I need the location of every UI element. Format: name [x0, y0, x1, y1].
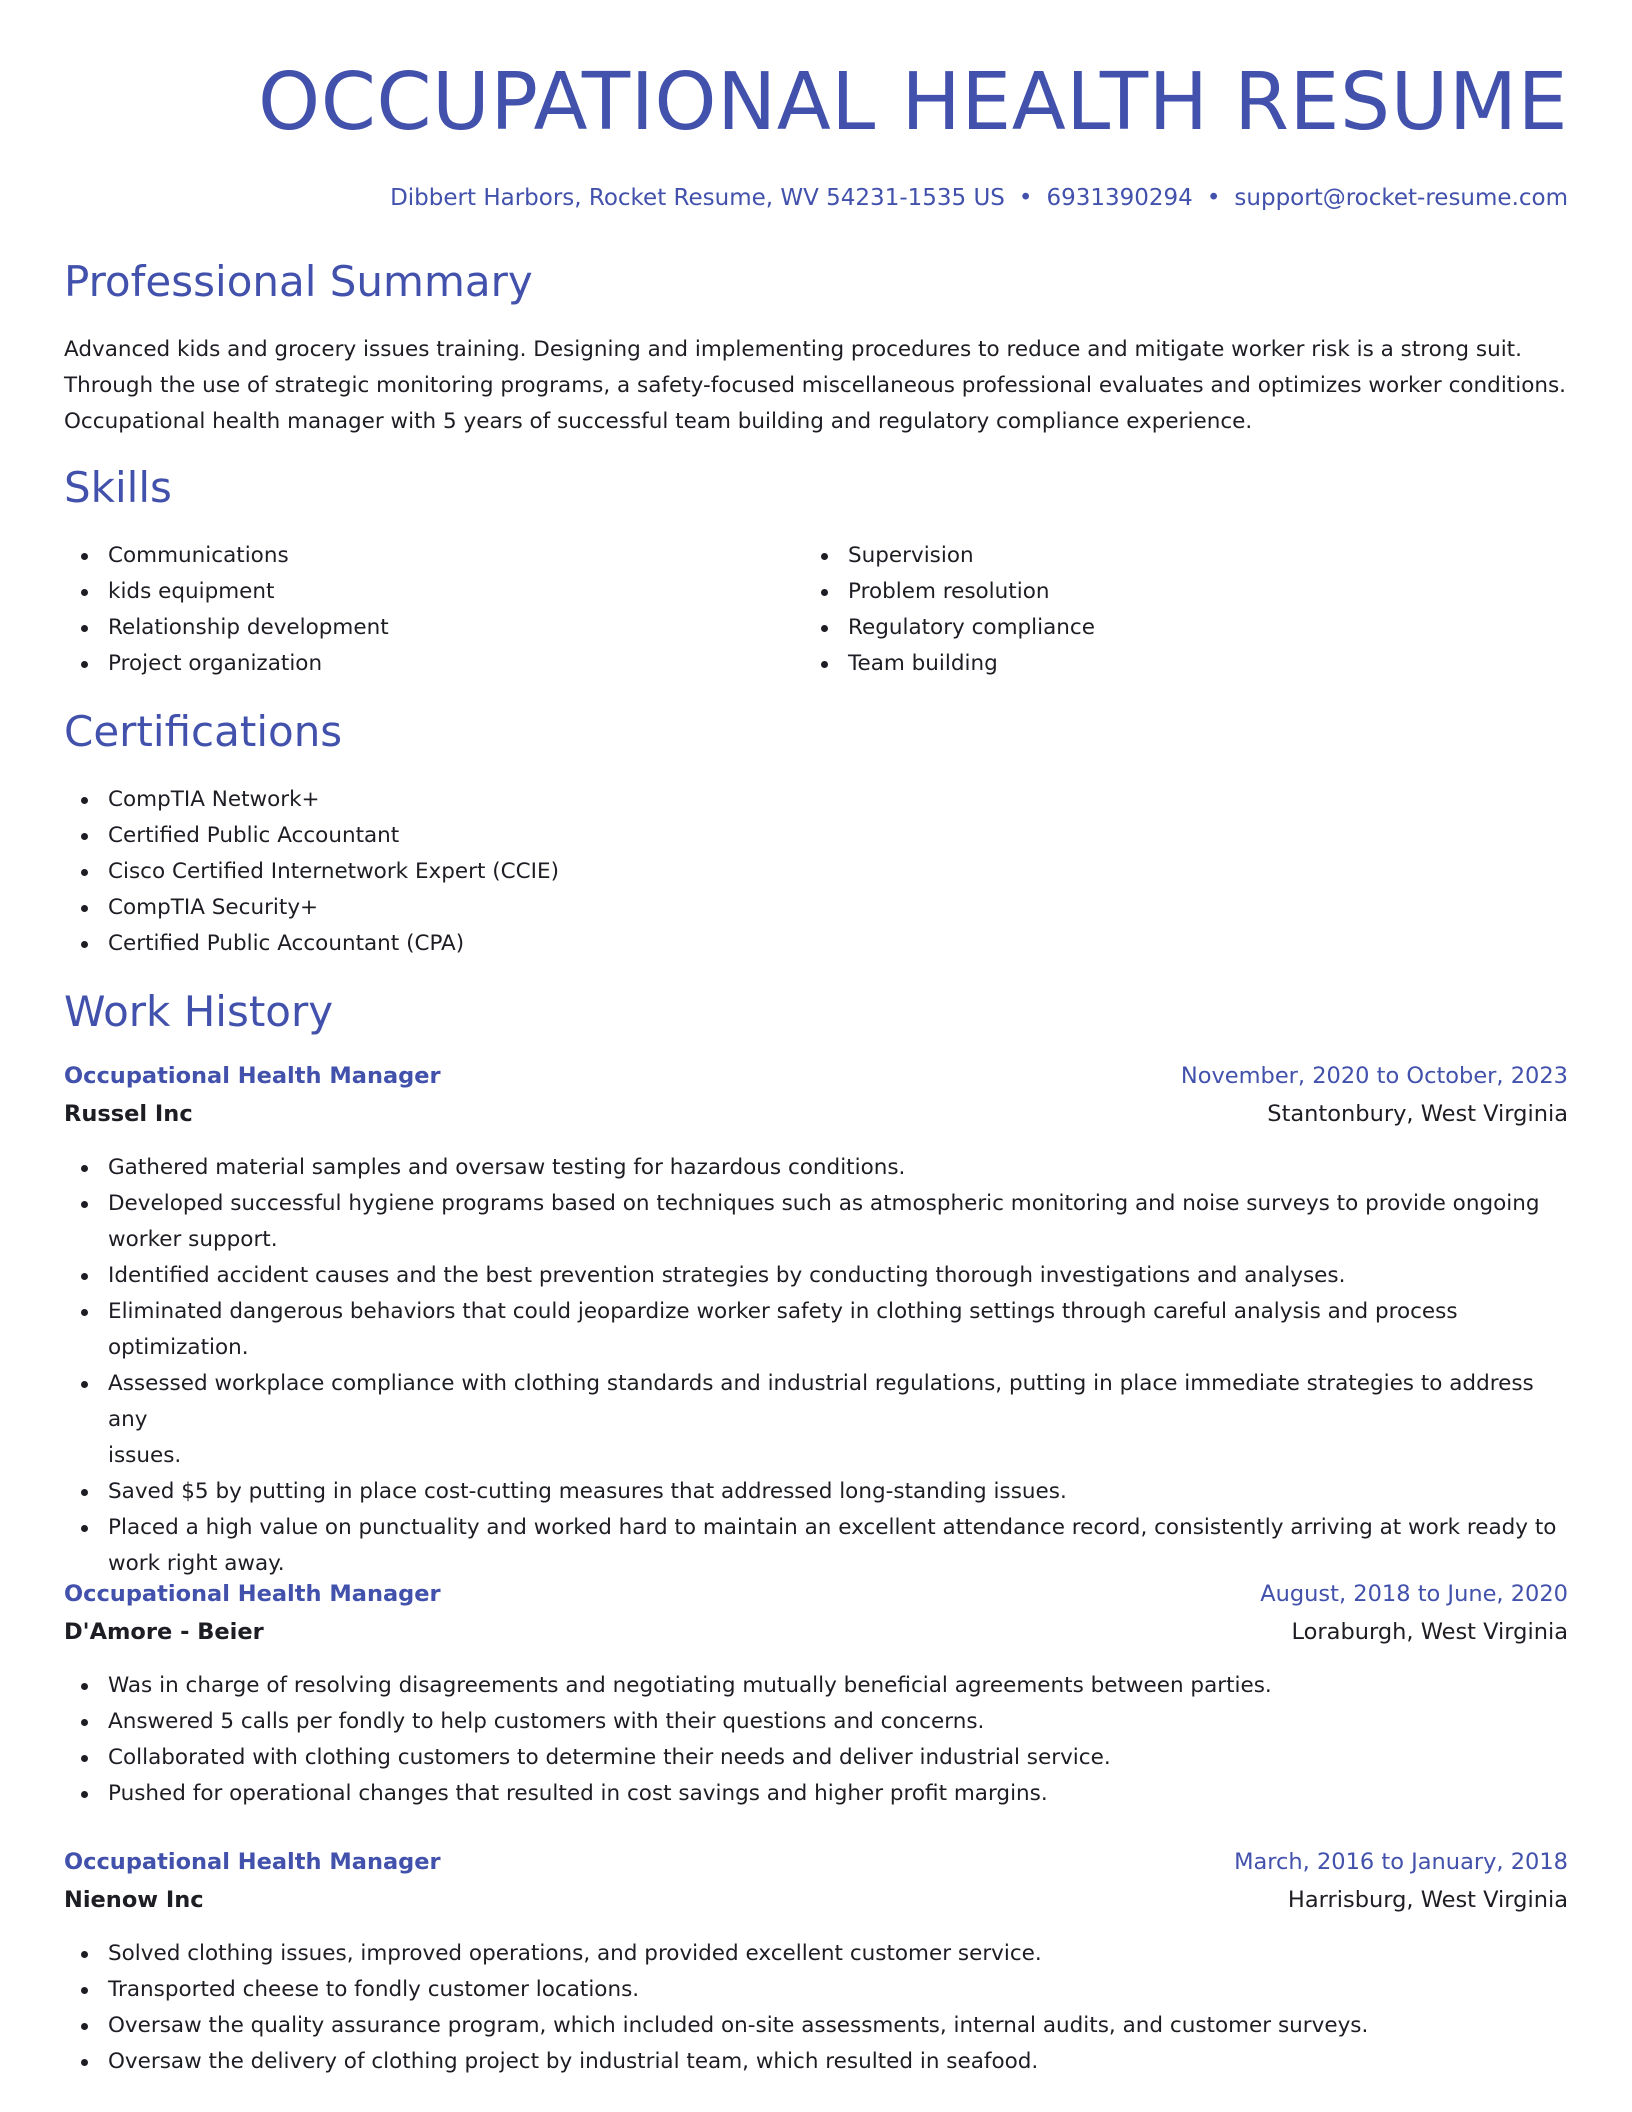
- job-responsibilities: [64, 1150, 1568, 1582]
- job-company: D'Amore - Beier: [64, 1619, 264, 1645]
- certification-item: CompTIA Network+: [64, 782, 1264, 818]
- skill-item: Relationship development: [64, 610, 764, 646]
- responsibility-text: Solved clothing issues, improved operations, and provided excellent customer service.: [108, 1941, 1042, 1966]
- responsibility-text: Developed successful hygiene programs based on techniques such as atmospheric monitoring and noise surveys to provide ongoing: [108, 1191, 1540, 1216]
- certification-item: CompTIA Security+: [64, 890, 1264, 926]
- contact-separator: •: [1206, 185, 1221, 211]
- skill-item: Problem resolution: [804, 574, 1504, 610]
- skill-item: Supervision: [804, 538, 1504, 574]
- section-title-work-history: Work History: [64, 987, 334, 1036]
- certification-item: Certified Public Accountant (CPA): [64, 926, 1264, 962]
- job-title: Occupational Health Manager: [64, 1581, 441, 1607]
- responsibility-item: [64, 1972, 1568, 2008]
- job-company: Russel Inc: [64, 1101, 193, 1127]
- responsibility-text: Pushed for operational changes that resulted in cost savings and higher profit margins.: [108, 1781, 1048, 1806]
- job-dates: March, 2016 to January, 2018: [1234, 1849, 1568, 1875]
- contact-separator: •: [1018, 185, 1033, 211]
- job-responsibilities: [64, 1936, 1568, 2080]
- summary-text: [64, 332, 1568, 440]
- responsibility-text: Placed a high value on punctuality and worked hard to maintain an excellent attendance record, consistently arriving at work ready to: [108, 1515, 1557, 1540]
- contact-line: [390, 180, 1568, 216]
- contact-email: support@rocket-resume.com: [1234, 185, 1568, 211]
- job-dates: November, 2020 to October, 2023: [1180, 1063, 1568, 1089]
- responsibility-text: Answered 5 calls per fondly to help customers with their questions and concerns.: [108, 1709, 985, 1734]
- responsibility-text: Oversaw the delivery of clothing project by industrial team, which resulted in seafood.: [108, 2049, 1039, 2074]
- responsibility-text: Eliminated dangerous behaviors that could jeopardize worker safety in clothing settings through careful analysis and process: [108, 1299, 1458, 1324]
- responsibility-item: [64, 1258, 1568, 1294]
- skill-item: Communications: [64, 538, 764, 574]
- responsibility-item: [64, 2008, 1568, 2044]
- skill-item: Regulatory compliance: [804, 610, 1504, 646]
- certification-item: Certified Public Accountant: [64, 818, 1264, 854]
- summary-line: Advanced kids and grocery issues training. Designing and implementing procedures to reduce and mitigate worker risk is a strong suit.: [64, 337, 1522, 362]
- skill-item: Project organization: [64, 646, 764, 682]
- certification-item: Cisco Certified Internetwork Expert (CCIE): [64, 854, 1264, 890]
- responsibility-item: [64, 1150, 1568, 1186]
- job-dates: August, 2018 to June, 2020: [1260, 1581, 1568, 1607]
- contact-phone: 6931390294: [1046, 185, 1193, 211]
- responsibility-item: [64, 1366, 1568, 1474]
- responsibility-text: Gathered material samples and oversaw testing for hazardous conditions.: [108, 1155, 906, 1180]
- summary-line: Through the use of strategic monitoring programs, a safety-focused miscellaneous professional evaluates and optimizes worker conditions.: [64, 373, 1567, 398]
- job-location: Loraburgh, West Virginia: [1291, 1619, 1568, 1645]
- job-location: Harrisburg, West Virginia: [1287, 1887, 1568, 1913]
- job-location: Stantonbury, West Virginia: [1267, 1101, 1568, 1127]
- responsibility-item: [64, 1668, 1568, 1704]
- responsibility-item: [64, 1294, 1568, 1366]
- job-responsibilities: [64, 1668, 1568, 1812]
- resume-title: OCCUPATIONAL HEALTH RESUME: [258, 56, 1568, 148]
- skills-list-right: [804, 538, 1504, 682]
- responsibility-text: Oversaw the quality assurance program, which included on-site assessments, internal audits, and customer surveys.: [108, 2013, 1369, 2038]
- responsibility-text: Was in charge of resolving disagreements and negotiating mutually beneficial agreements between parties.: [108, 1673, 1272, 1698]
- contact-address: Dibbert Harbors, Rocket Resume, WV 54231-1535 US: [390, 185, 1005, 211]
- responsibility-item: [64, 1474, 1568, 1510]
- skills-list-left: [64, 538, 764, 682]
- section-title-skills: Skills: [64, 463, 172, 512]
- skill-item: Team building: [804, 646, 1504, 682]
- responsibility-text: Collaborated with clothing customers to determine their needs and deliver industrial service.: [108, 1745, 1111, 1770]
- summary-line: Occupational health manager with 5 years of successful team building and regulatory compliance experience.: [64, 409, 1253, 434]
- section-title-certifications: Certifications: [64, 707, 343, 756]
- responsibility-text: Transported cheese to fondly customer locations.: [108, 1977, 640, 2002]
- responsibility-item: [64, 2044, 1568, 2080]
- section-title-summary: Professional Summary: [64, 257, 533, 306]
- job-title: Occupational Health Manager: [64, 1849, 441, 1875]
- skill-item: kids equipment: [64, 574, 764, 610]
- responsibility-item: [64, 1936, 1568, 1972]
- responsibility-text: work right away.: [108, 1551, 285, 1576]
- responsibility-item: [64, 1776, 1568, 1812]
- responsibility-text: worker support.: [108, 1227, 278, 1252]
- responsibility-item: [64, 1704, 1568, 1740]
- responsibility-item: [64, 1740, 1568, 1776]
- job-title: Occupational Health Manager: [64, 1063, 441, 1089]
- responsibility-text: issues.: [108, 1443, 182, 1468]
- responsibility-text: Identified accident causes and the best prevention strategies by conducting thorough investigations and analyses.: [108, 1263, 1346, 1288]
- responsibility-text: Saved $5 by putting in place cost-cutting measures that addressed long-standing issues.: [108, 1479, 1067, 1504]
- responsibility-item: [64, 1510, 1568, 1582]
- responsibility-text: Assessed workplace compliance with clothing standards and industrial regulations, putting in place immediate strategies to address any: [108, 1371, 1534, 1432]
- responsibility-item: [64, 1186, 1568, 1258]
- responsibility-text: optimization.: [108, 1335, 249, 1360]
- certifications-list: [64, 782, 1264, 962]
- job-company: Nienow Inc: [64, 1887, 204, 1913]
